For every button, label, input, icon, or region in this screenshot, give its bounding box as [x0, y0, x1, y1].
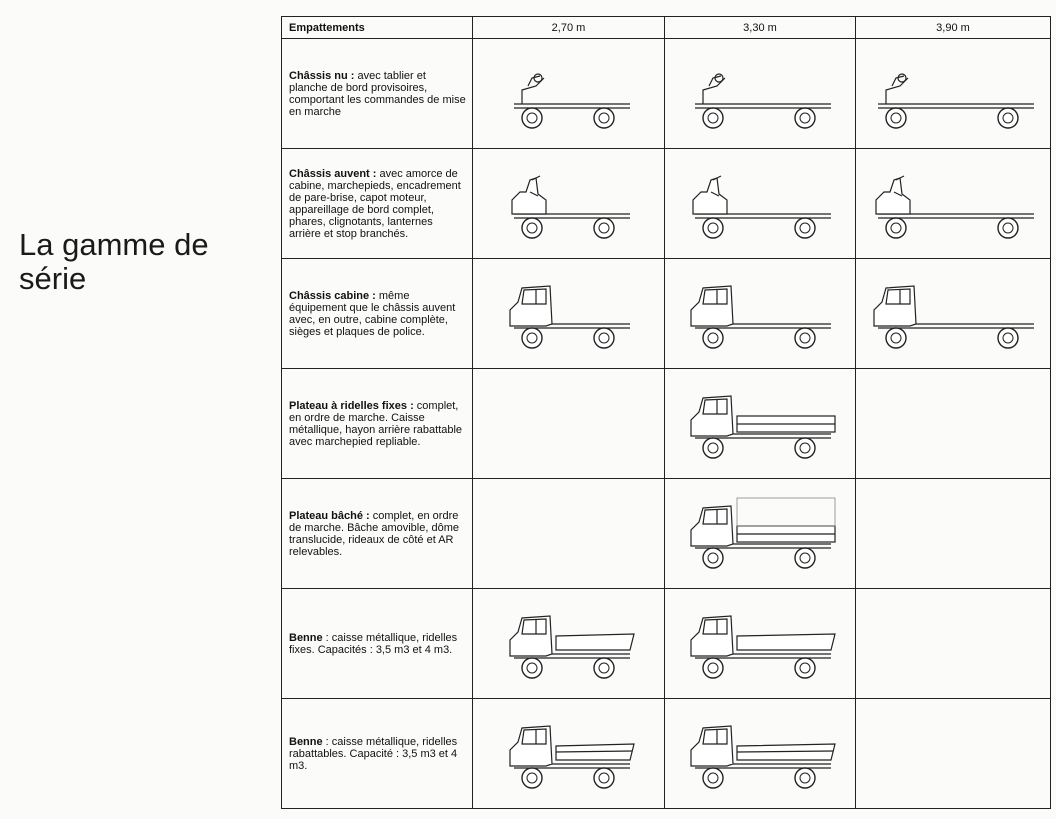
row-model-name: Plateau bâché : [289, 509, 370, 522]
vehicle-cell [665, 149, 856, 259]
vehicle-drawing [856, 56, 1050, 132]
vehicle-drawing [673, 56, 847, 132]
vehicle-drawing [673, 606, 847, 682]
vehicle-cell [665, 589, 856, 699]
row-description [282, 149, 473, 259]
table-row [282, 39, 1051, 149]
vehicle-cell [665, 699, 856, 809]
empty-cell [473, 369, 665, 479]
row-model-text: même équipement que le châssis auvent avec, en outre, cabine complète, sièges et plaques de police. [289, 289, 456, 338]
row-description [282, 479, 473, 589]
table-row [282, 479, 1051, 589]
page-title-line-2: série [19, 261, 87, 296]
vehicle-cell [473, 149, 665, 259]
vehicle-cell [665, 39, 856, 149]
vehicle-drawing [673, 496, 847, 572]
vehicle-drawing [673, 716, 847, 792]
row-model-text: complet, en ordre de marche. Bâche amovible, dôme translucide, rideaux de côté et AR relevables. [289, 509, 459, 558]
empty-cell [473, 479, 665, 589]
vehicle-cell [665, 369, 856, 479]
vehicle-cell [856, 259, 1051, 369]
vehicle-cell [473, 589, 665, 699]
empty-cell [856, 589, 1051, 699]
vehicle-drawing [673, 166, 847, 242]
row-model-text: avec tablier et planche de bord provisoires, comportant les commandes de mise en marche [289, 69, 466, 118]
table-body [282, 39, 1051, 809]
vehicle-drawing [492, 56, 646, 132]
row-description [282, 259, 473, 369]
table-row [282, 369, 1051, 479]
vehicle-cell [473, 259, 665, 369]
vehicle-cell [473, 39, 665, 149]
row-description [282, 369, 473, 479]
vehicle-drawing [856, 166, 1050, 242]
header-wheelbase: 3,90 m [856, 17, 1051, 39]
vehicle-drawing [856, 276, 1050, 352]
vehicle-drawing [492, 716, 646, 792]
header-wheelbase: 2,70 m [473, 17, 665, 39]
row-model-text: complet, en ordre de marche. Caisse métallique, hayon arrière rabattable avec marchepied repliable. [289, 399, 463, 448]
row-model-name: Plateau à ridelles fixes : [289, 399, 414, 412]
range-table [281, 16, 1051, 809]
table-row [282, 699, 1051, 809]
header-empattements: Empattements [282, 17, 473, 39]
row-model-name: Châssis nu : [289, 69, 355, 82]
row-model-name: Châssis cabine : [289, 289, 376, 302]
vehicle-drawing [673, 386, 847, 462]
table-header-row [282, 17, 1051, 39]
row-model-text: : caisse métallique, ridelles fixes. Capacités : 3,5 m3 et 4 m3. [289, 631, 458, 656]
row-model-name: Benne [289, 631, 323, 644]
empty-cell [856, 699, 1051, 809]
vehicle-cell [665, 259, 856, 369]
vehicle-cell [856, 149, 1051, 259]
row-model-name: Châssis auvent : [289, 167, 377, 180]
page-title [19, 228, 209, 296]
vehicle-drawing [492, 606, 646, 682]
vehicle-drawing [673, 276, 847, 352]
row-model-name: Benne [289, 735, 323, 748]
table-row [282, 259, 1051, 369]
page-title-line-1: La gamme de [19, 227, 209, 262]
row-model-text: : caisse métallique, ridelles rabattables. Capacité : 3,5 m3 et 4 m3. [289, 735, 458, 772]
row-description [282, 699, 473, 809]
row-description [282, 589, 473, 699]
vehicle-cell [473, 699, 665, 809]
table-row [282, 149, 1051, 259]
vehicle-cell [856, 39, 1051, 149]
table-row [282, 589, 1051, 699]
row-description [282, 39, 473, 149]
row-model-text: avec amorce de cabine, marchepieds, encadrement de pare-brise, capot moteur, appareillage de bord complet, phares, clignotants, lanternes arrière et stop branchés. [289, 167, 461, 240]
vehicle-drawing [492, 166, 646, 242]
vehicle-cell [665, 479, 856, 589]
header-wheelbase: 3,30 m [665, 17, 856, 39]
vehicle-drawing [492, 276, 646, 352]
empty-cell [856, 369, 1051, 479]
empty-cell [856, 479, 1051, 589]
